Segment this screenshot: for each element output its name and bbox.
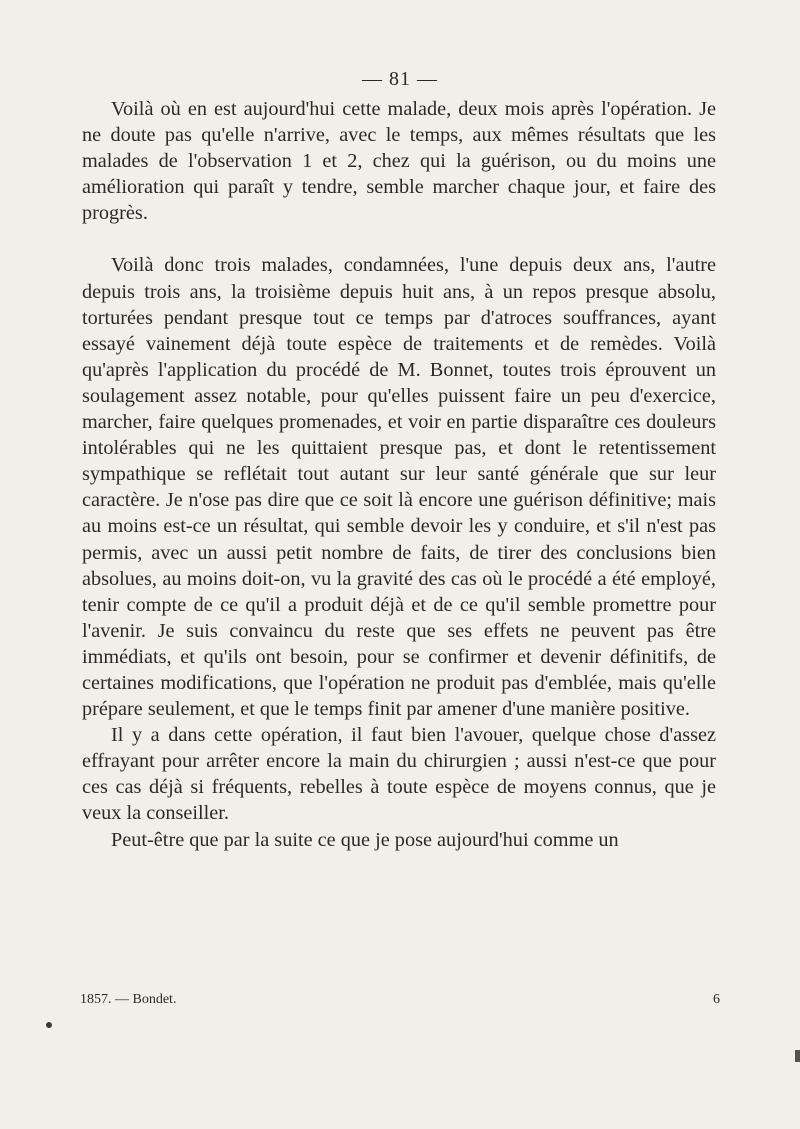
body-text [82,96,716,853]
paragraph-4: Peut-être que par la suite ce que je pose aujourd'hui comme un [111,828,619,851]
ink-spot [46,1022,52,1028]
page-number: — 81 — [362,68,438,90]
printer-signature: 1857. — Bondet. [80,992,177,1007]
paragraph-2: Voilà donc trois malades, condamnées, l'une depuis deux ans, l'autre depuis trois ans, la troisième depuis huit ans, à un repos presque absolu, torturées pendant presque tout ce temps par d'atroces souffrances, ayant essayé vainement déjà toute espèce de traitements et de remèdes. Voilà qu'après l'application du procédé de M. Bonnet, toutes trois éprouvent un soulagement assez notable, pour qu'elles puissent faire un peu d'exercice, marcher, faire quelques promenades, et voir en partie disparaître ces douleurs intolérables qui ne les quittaient presque pas, et dont le retentissement sympathique se reflétait tout autant sur leur santé générale que sur leur caractère. Je n'ose pas dire que ce soit là encore une guérison définitive; mais au moins est-ce un résultat, qui semble devoir les y conduire, et s'il n'est pas permis, avec un aussi petit nombre de faits, de tirer des conclusions bien absolues, au moins doit-on, vu la gravité des cas où le procédé a été employé, tenir compte de ce qu'il a produit déjà et de ce qu'il semble promettre pour l'avenir. Je suis convaincu du reste que ses effets ne peuvent pas être immédiats, et qu'ils ont besoin, pour se confirmer et devenir définitifs, de certaines modifications, que l'opération ne produit pas d'emblée, mais qu'elle prépare seulement, et que le temps finit par amener d'une manière positive. [82,254,716,721]
paragraph-1: Voilà où en est aujourd'hui cette malade, deux mois après l'opération. Je ne doute pas qu'elle n'arrive, avec le temps, aux mêmes résultats que les malades de l'observation 1 et 2, chez qui la guérison, ou du moins une amélioration qui paraît y tendre, semble marcher chaque jour, et faire des progrès. [82,98,716,225]
edge-mark [795,1050,800,1062]
sheet-number: 6 [713,992,720,1007]
printer-signature-line [80,992,720,1008]
paragraph-3: Il y a dans cette opération, il faut bien l'avouer, quelque chose d'assez effrayant pour arrêter encore la main du chirurgien ; aussi n'est-ce que pour ces cas déjà si fréquents, rebelles à toute espèce de moyens connus, que je veux la conseiller. [82,724,716,825]
